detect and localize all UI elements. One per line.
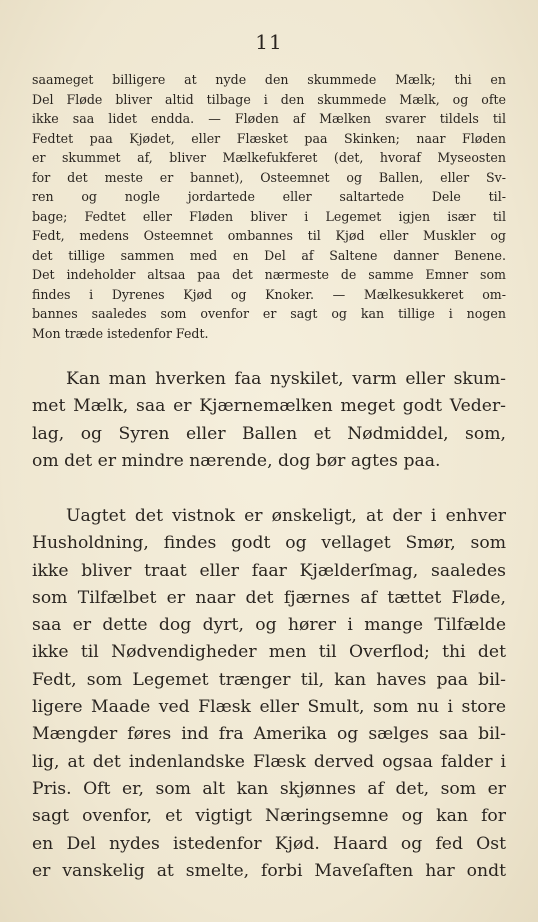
page-number: 11 (255, 30, 283, 54)
text-line: Fedt, som Legemet trænger til, kan haves paa bil- (32, 669, 506, 690)
text-line: Det indeholder altsaa paa det nærmeste de samme Emner som (32, 267, 506, 282)
text-line: saameget billigere at nyde den skummede Mælk; thi en (32, 72, 506, 87)
text-line: om det er mindre nærende, dog bør agtes paa. (32, 450, 441, 471)
text-line: met Mælk, saa er Kjærnemælken meget godt Veder- (32, 396, 506, 417)
text-line: Fedt, medens Osteemnet ombannes til Kjød eller Muskler og (32, 228, 506, 243)
text-line: lag, og Syren eller Ballen et Nødmiddel, som, (32, 423, 506, 444)
body-paragraph-butter (32, 503, 506, 885)
text-line: for det meste er bannet), Osteemnet og Ballen, eller Sv- (32, 169, 506, 185)
text-line: bannes saaledes som ovenfor er sagt og kan tillige i nogen (32, 306, 506, 321)
text-line: lig, at det indenlandske Flæsk derved ogsaa falder i (32, 751, 506, 772)
text-line: en Del nydes istedenfor Kjød. Haard og fed Ost (32, 833, 506, 854)
text-line: er vanskelig at smelte, forbi Maveſaften har ondt (32, 860, 506, 881)
text-line: ren og nogle jordartede eller saltartede Dele til- (32, 189, 506, 204)
text-line: det tillige sammen med en Del af Saltene danner Benene. (32, 247, 506, 263)
text-line: findes i Dyrenes Kjød og Knoker. — Mælkesukkeret om- (32, 286, 506, 302)
text-line: ligere Maade ved Flæsk eller Smult, som nu i store (32, 697, 506, 718)
text-line: Uagtet det vistnok er ønskeligt, at der i enhver (66, 506, 506, 526)
text-line: ikke bliver traat eller faar Kjælderſmag, saaledes (32, 560, 506, 581)
text-line: Mængder føres ind fra Amerika og sælges saa bil- (32, 724, 506, 745)
text-line: saa er dette dog dyrt, og hører i mange Tilfælde (32, 615, 506, 636)
text-line: Fedtet paa Kjødet, eller Flæsket paa Skinken; naar Fløden (32, 130, 506, 146)
body-paragraph-milk (32, 366, 506, 475)
text-line: er skummet af, bliver Mælkefukferet (det, hvoraf Myseosten (32, 150, 506, 165)
small-print-paragraph (32, 70, 506, 343)
text-line: Husholdning, findes godt og vellaget Smør, som (32, 533, 506, 554)
text-line: Pris. Oft er, som alt kan skjønnes af det, som er (32, 778, 506, 799)
text-line: Del Fløde bliver altid tilbage i den skummede Mælk, og ofte (32, 91, 506, 107)
text-line: Mon træde istedenfor Fedt. (32, 325, 209, 341)
text-line: ikke til Nødvendigheder men til Overflod; thi det (32, 642, 506, 663)
text-line: bage; Fedtet eller Fløden bliver i Legemet igjen især til (32, 208, 506, 224)
text-line: som Tilfælbet er naar det fjærnes af tættet Fløde, (32, 587, 506, 608)
text-line: Kan man hverken faa nyskilet, varm eller skum- (66, 369, 506, 389)
text-line: sagt ovenfor, et vigtigt Næringsemne og kan for (32, 806, 506, 827)
text-line: ikke saa lidet endda. — Fløden af Mælken svarer tildels til (32, 111, 506, 126)
